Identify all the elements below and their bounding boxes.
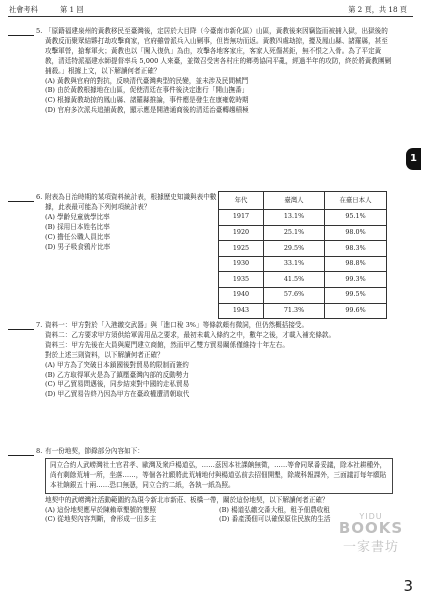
table-cell: 95.1% <box>325 210 387 226</box>
table-cell: 99.5% <box>325 287 387 303</box>
table-cell: 98.3% <box>325 241 387 257</box>
option-d: (D) 男子吸食鴉片比率 <box>45 242 111 251</box>
table-cell: 1940 <box>219 287 264 303</box>
page-header <box>0 2 421 16</box>
option-d: (D) 番產漢佃可以確保原住民族的生活 <box>219 515 331 524</box>
question-number: 7. <box>36 321 43 329</box>
subject-label: 社會考科 <box>9 5 38 14</box>
table-cell: 1935 <box>219 272 264 288</box>
table-cell: 1930 <box>219 256 264 272</box>
source-line-3: 資料三：甲方先後在大員與廈門建立商館，然而甲乙雙方貿易關係僅維持十年左右。 <box>45 340 289 349</box>
table-cell: 98.8% <box>325 256 387 272</box>
option-b: (B) 楊道弘繳交番大租，租予佃農收租 <box>219 505 330 514</box>
table-row <box>219 210 387 226</box>
table-cell: 1943 <box>219 303 264 319</box>
table-row <box>219 272 387 288</box>
option-c: (C) 擔任公職人員比率 <box>45 232 111 241</box>
answer-blank <box>8 447 34 456</box>
source-excerpt-text: 同立合約人武嶗灣社土官君孝、歐灣及衆戶楊道弘，……茲因本社課餉無徵，……等會同眾番妥議，除本社耕種外，尚有剩餘荒埔一所，坐落……，等個各社願將此荒埔地付與楊道弘前去招佃開墾，除歲科報課外，三面議訂每年願貼本社餉銀五十兩……恐口無憑，同立合約二紙，各執一紙為照。 <box>50 460 387 489</box>
column-header: 年代 <box>219 192 264 210</box>
question-number: 6. <box>36 193 43 201</box>
option-a: (A) 這份地契應早於陳賴章墾號的墾照 <box>45 505 156 514</box>
table-cell: 29.5% <box>264 241 325 257</box>
statistics-table <box>218 191 387 319</box>
watermark-line-2: BOOKS <box>338 519 404 537</box>
table-cell: 99.3% <box>325 272 387 288</box>
header-rule <box>8 16 413 17</box>
column-header: 在臺日本人 <box>325 192 387 210</box>
question-stem: 附表為日治時期的某項資料統計表，根據歷史知識與表中數據，此表最可能為下列何項統計表？ <box>45 193 217 211</box>
table-row <box>219 287 387 303</box>
question-stem: 有一份地契，節錄部分內容如下： <box>45 447 144 455</box>
table-cell: 41.5% <box>264 272 325 288</box>
option-d: (D) 官府多次派兵追捕黃教，顯示應是開港通商後的清廷治臺轉趨積極 <box>45 106 249 115</box>
table-cell: 57.6% <box>264 287 325 303</box>
table-header-row <box>219 192 387 210</box>
page-number: 3 <box>403 577 413 595</box>
table-row <box>219 241 387 257</box>
source-line-2: 資料二：乙方要求甲方須供給軍需用品之要求，最初未載入條約之中，數年之後，才載入補充條款。 <box>45 330 336 339</box>
option-a: (A) 學齡兒童就學比率 <box>45 212 110 221</box>
option-c: (C) 從地契內容判斷，會形成一田多主 <box>45 515 157 524</box>
watermark-line-1: YIDU <box>359 512 383 521</box>
option-c: (C) 甲乙貿易問邁後，同步結束對中國的走私貿易 <box>45 380 190 389</box>
watermark-line-3: 一家書坊 <box>342 540 399 555</box>
option-b: (B) 乙方取得軍火是為了鎮壓臺灣內部的反動勢力 <box>45 370 189 379</box>
table-cell: 33.1% <box>264 256 325 272</box>
option-b: (B) 採用日本姓名比率 <box>45 222 110 231</box>
table-cell: 25.1% <box>264 225 325 241</box>
answer-blank <box>8 321 34 330</box>
table-row <box>219 225 387 241</box>
option-d: (D) 甲乙貿易告終乃因為甲方在臺政權遭清朝取代 <box>45 390 190 399</box>
question-number: 8. <box>36 447 43 455</box>
option-a: (A) 黃教與官府的對抗，反映清代臺灣典型的民變，並未涉及民間械鬥 <box>45 76 249 85</box>
page-count-label: 第 2 頁，共 18 頁 <box>348 5 407 14</box>
question-prompt: 地契中的武嶗灣社活動範圍約為現今新北市新莊、板橋一帶，關於這份地契，以下解讀何者正確？ <box>45 495 329 504</box>
answer-blank <box>8 193 34 202</box>
table-cell: 1917 <box>219 210 264 226</box>
table-row <box>219 256 387 272</box>
table-cell: 1920 <box>219 225 264 241</box>
table-cell: 1925 <box>219 241 264 257</box>
table-cell: 99.6% <box>325 303 387 319</box>
option-b: (B) 由於黃教根據地在山區，促使清廷在事件後決定進行「開山撫番」 <box>45 86 249 95</box>
column-header: 臺灣人 <box>264 192 325 210</box>
option-c: (C) 根據黃教劫掠的鳳山縣、諸羅縣推論，事件應是發生在康雍乾時期 <box>45 96 249 105</box>
round-label: 第 1 回 <box>60 5 84 14</box>
question-number: 5. <box>36 27 43 35</box>
table-cell: 71.3% <box>264 303 325 319</box>
answer-blank <box>8 27 34 36</box>
publisher-watermark <box>328 512 414 555</box>
table-row <box>219 303 387 319</box>
source-excerpt-box <box>45 458 393 494</box>
question-stem: 「原籍福建泉州的黃教移民至臺灣後，定居於大目降（今臺南市新化區）山區，黃教後來因竊盜而被捕入獄，出獄後的黃教反而聚眾結夥打劫攻擊商家，官府雖曾派兵入山剿事，但皆無功而返。黃教四處劫掠，擾及鳳山縣、諸羅縣，甚至攻擊軍營，搶奪軍火；黃教也以「闖入復仇」為由，攻擊各地客家庄，客家人死傷甚鉅，無不恨之入骨。為了平定黃教，清廷特派福建水師提督率兵 5,000 人來臺，並徵召受害各村庄的鄉勇協同平亂，經過半年的攻防，終於將黃教團剿捕殺。」根據上文，以下解讀何者正確？ <box>45 27 392 75</box>
question-prompt: 對於上述三則資料，以下解讀何者正確？ <box>45 350 164 359</box>
chapter-tab: 1 <box>406 148 421 170</box>
table-cell: 98.0% <box>325 225 387 241</box>
source-line-1: 資料一：甲方對於「入港繳交武器」與「進口稅 3%」等條款頗有微詞，但仍然概括接受。 <box>45 321 309 329</box>
table-cell: 13.1% <box>264 210 325 226</box>
option-a: (A) 甲方為了突破日本鎖國後對貿易的限制而簽約 <box>45 360 189 369</box>
